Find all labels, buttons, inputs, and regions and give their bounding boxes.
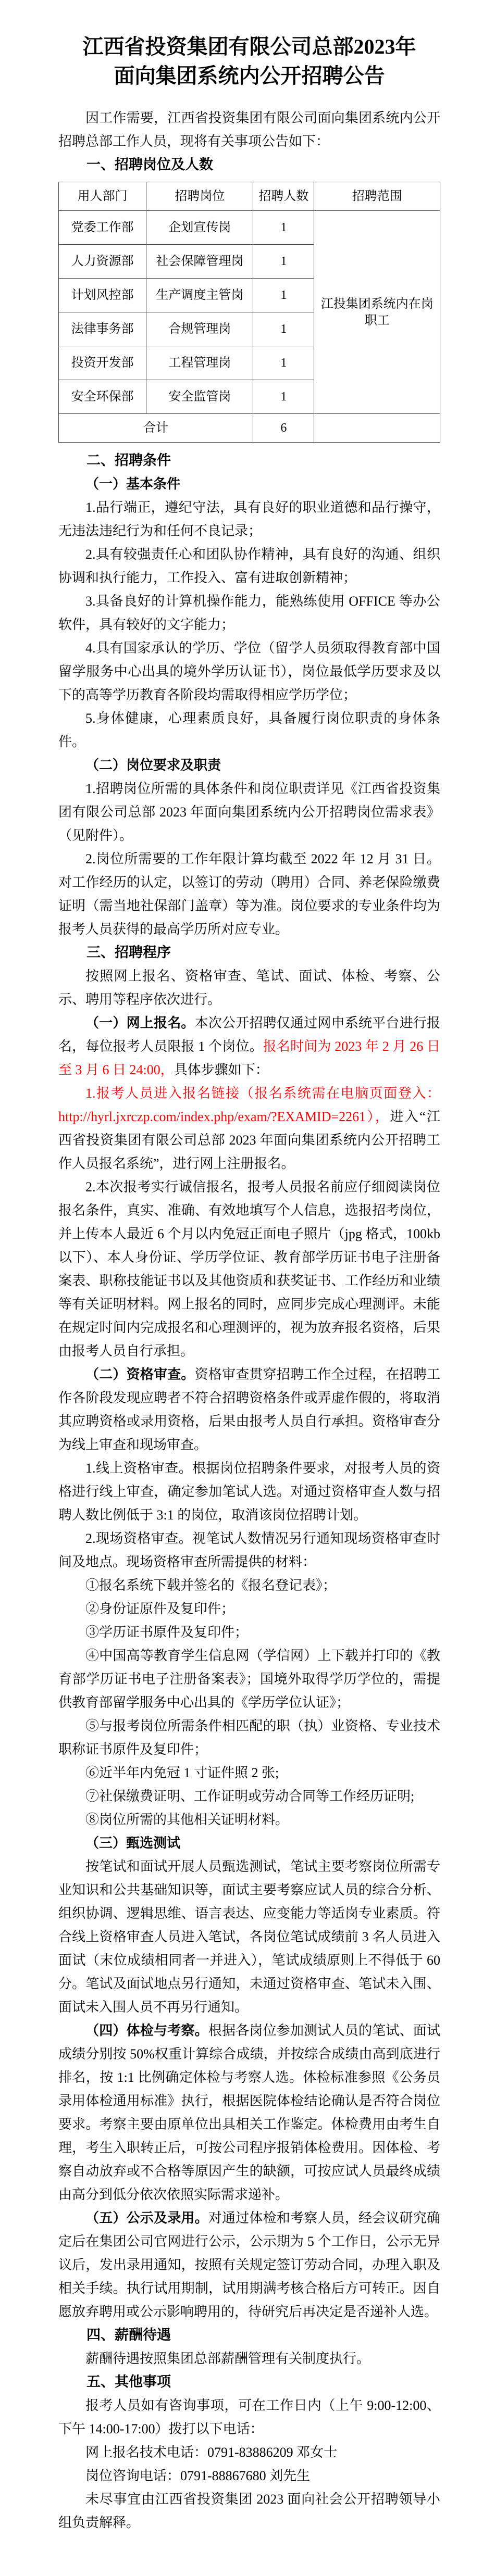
- position-cell: 社会保障管理岗: [146, 245, 253, 279]
- count-cell: 1: [253, 279, 314, 312]
- post-phone-line: 岗位咨询电话：0791-88867680 刘先生: [85, 2468, 311, 2483]
- material-item: ④中国高等教育学生信息网（学信网）上下载并打印的《教育部学历证书电子注册备案表》；国境外取得学历学位的，需提供教育部留学服务中心出具的《学历学位认证》；: [58, 1648, 440, 1710]
- total-value-cell: 6: [253, 414, 314, 443]
- department-cell: 党委工作部: [59, 211, 146, 245]
- section4-heading: 四、薪酬待遇: [86, 2327, 171, 2343]
- scope-cell: 江投集团系统内在岗职工: [314, 211, 440, 414]
- material-item: ③学历证书原件及复印件；: [85, 1625, 249, 1640]
- consultation-paragraph: 报考人员如有咨询事项，可在工作日内（上午 9:00-12:00、下午 14:00-17:00）拨打以下电话：: [58, 2398, 440, 2436]
- department-cell: 人力资源部: [59, 245, 146, 279]
- selection-test-heading: （三）甄选测试: [85, 1836, 181, 1851]
- section5-heading: 五、其他事项: [86, 2374, 171, 2390]
- page-title: 江西省投资集团有限公司总部2023年面向集团系统内公开招聘公告: [82, 35, 416, 87]
- tech-phone-line: 网上报名技术电话：0791-83886209 邓女士: [85, 2445, 338, 2460]
- registration-step1-paragraph: [58, 1082, 440, 1175]
- basic-condition-item: 3.具备良好的计算机操作能力，能熟练使用 OFFICE 等办公软件，具有较好的文字能力；: [58, 594, 440, 632]
- text-run: 具体步骤如下：: [174, 1062, 269, 1077]
- text-run: 对通过体检和考察人员，经会议研究确定后在集团公司官网进行公示，公示期为 5 个工作日，公示无异议后，发出录用通知，按照有关规定签订劳动合同，办理入职及相关手续。执行试用期制，试用期满考核合格后方可转正。因自愿放弃聘用或公示影响聘用的，待研究后再决定是否递补人选。: [58, 2210, 440, 2319]
- department-cell: 计划风控部: [59, 279, 146, 312]
- salary-paragraph: 薪酬待遇按照集团总部薪酬管理有关制度执行。: [85, 2351, 370, 2366]
- text-run: 本次公开招聘仅通过网申系统平台进行报名，每位报考人员限报 1 个岗位。: [58, 1015, 440, 1054]
- table-header-row: [59, 182, 440, 211]
- basic-condition-item: 5.身体健康，心理素质良好，具备履行岗位职责的身体条件。: [58, 711, 440, 749]
- text-run: （五）公示及录用。: [85, 2210, 208, 2226]
- physical-exam-paragraph: [58, 2019, 440, 2206]
- table-total-row: [59, 414, 440, 443]
- online-review-item: 1.线上资格审查。根据岗位招聘条件要求，对报考人员的资格进行线上审查，确定参加笔试人选。对通过资格审查人数与招聘人数比例低于 3:1 的岗位，取消该岗位招聘计划。: [58, 1461, 440, 1523]
- section1-heading: 一、招聘岗位及人数: [86, 157, 213, 172]
- position-cell: 工程管理岗: [146, 346, 253, 380]
- department-cell: 法律事务部: [59, 312, 146, 346]
- post-requirement-item: 1.招聘岗位所需的具体条件和岗位职责详见《江西省投资集团有限公司总部 2023 年面向集团系统内公开招聘岗位需求表》（见附件）。: [58, 781, 440, 843]
- online-registration-paragraph: [58, 1011, 440, 1082]
- position-cell: 合规管理岗: [146, 312, 253, 346]
- text-run: 进入“江西省投资集团有限公司总部 2023 年面向集团系统内公开招聘工作人员报名系统”，进行网上注册报名。: [58, 1109, 441, 1171]
- text-run: （一）网上报名。: [85, 1015, 195, 1031]
- position-cell: 生产调度主管岗: [146, 279, 253, 312]
- closing-paragraph: 未尽事宜由江西省投资集团 2023 面向社会公开招聘领导小组负责解释。: [58, 2492, 440, 2530]
- section2-sub2-heading: （二）岗位要求及职责: [85, 758, 221, 773]
- col-header-position: 招聘岗位: [146, 182, 253, 211]
- positions-table: [58, 182, 440, 443]
- text-run: （四）体检与考察。: [85, 2023, 208, 2038]
- count-cell: 1: [253, 245, 314, 279]
- text-run: （二）资格审查。: [85, 1367, 195, 1382]
- post-requirement-item: 2.岗位所需要的工作年限计算均截至 2022 年 12 月 31 日。对工作经历的认定，以签订的劳动（聘用）合同、养老保险缴费证明（需当地社保部门盖章）等为准。岗位要求的专业条件均为报考人员获得的最高学历所对应专业。: [58, 851, 440, 937]
- text-run: 根据各岗位参加测试人员的笔试、面试成绩分别按 50%权重计算综合成绩，并按综合成绩由高到底进行排名，按 1:1 比例确定体检与考察人选。体检标准参照《公务员录用体检通用标准》执行，根据医院体检结论确认是否符合岗位要求。考察主要由原单位出具相关工作鉴定。体检费用由考生自理，考生入职转正后，可按公司程序报销体检费用。因体检、考察自动放弃或不合格等原因产生的缺额，可按应试人员最终成绩由高分到低分依次依照实际需求递补。: [58, 2023, 440, 2202]
- department-cell: 安全环保部: [59, 380, 146, 414]
- section2-heading: 二、招聘条件: [86, 453, 171, 468]
- onsite-review-item: 2.现场资格审查。视笔试人数情况另行通知现场资格审查时间及地点。现场资格审查所需提供的材料：: [58, 1531, 440, 1569]
- section2-sub1-heading: （一）基本条件: [85, 476, 181, 492]
- count-cell: 1: [253, 380, 314, 414]
- count-cell: 1: [253, 312, 314, 346]
- col-header-department: 用人部门: [59, 182, 146, 211]
- basic-condition-item: 1.品行端正，遵纪守法，具有良好的职业道德和品行操守，无违法违纪行为和任何不良记录；: [58, 500, 440, 538]
- text-run: 资格审查贯穿招聘工作全过程，在招聘工作各阶段发现应聘者不符合招聘资格条件或弄虚作假的，将取消其应聘资格或录用资格，后果由报考人员自行承担。资格审查分为线上审查和现场审查。: [58, 1367, 440, 1452]
- table-row: [59, 211, 440, 245]
- basic-condition-item: 2.具有较强责任心和团队协作精神，具有良好的沟通、组织协调和执行能力，工作投入、富有进取创新精神；: [58, 547, 440, 585]
- text-run: 报名时间为 2023 年 2 月 26 日至 3 月 6 日 24:00，: [58, 1039, 440, 1077]
- material-item: ⑤与报考岗位所需条件相匹配的职（执）业资格、专业技术职称证书原件及复印件；: [58, 1718, 440, 1757]
- material-item: ⑥近半年内免冠 1 寸证件照 2 张;: [85, 1765, 279, 1780]
- department-cell: 投资开发部: [59, 346, 146, 380]
- count-cell: 1: [253, 211, 314, 245]
- material-item: ⑦社保缴费证明、工作证明或劳动合同等工作经历证明;: [85, 1789, 415, 1804]
- publicity-hiring-paragraph: [58, 2206, 440, 2323]
- registration-link[interactable]: 1.报考人员进入报名链接（报名系统需在电脑页面登入：http://hyrl.jxrczp.com/index.php/exam/?EXAMID=2261），: [58, 1086, 440, 1124]
- material-item: ⑧岗位所需的其他相关证明材料。: [85, 1812, 289, 1827]
- selection-test-paragraph: 按笔试和面试开展人员甄选测试，笔试主要考察岗位所需专业知识和公共基础知识等，面试主要考察应试人员的综合分析、组织协调、逻辑思维、语言表达、应变能力等适岗专业素质。符合线上资格审查人员进入笔试，各岗位笔试成绩前 3 名人员进入面试（末位成绩相同者一并进入），笔试成绩原则上不得低于 60 分。笔试及面试地点另行通知，未通过资格审查、笔试未入围、面试未入围人员不再另行通知。: [58, 1859, 440, 2015]
- count-cell: 1: [253, 346, 314, 380]
- section3-heading: 三、招聘程序: [86, 945, 171, 960]
- total-label-cell: 合计: [59, 414, 253, 443]
- registration-step2-paragraph: 2.本次报考实行诚信报名，报考人员报名前应仔细阅读岗位报名条件，真实、准确、有效地填写个人信息，选报招考岗位，并上传本人最近 6 个月以内免冠正面电子照片（jpg 格式，100kb 以下）、本人身份证、学历学位证、教育部学历证书电子注册备案表、职称技能证书以及其他资质和获奖证书、工作经历和业绩等有关证明材料。网上报名的同时，应同步完成心理测评。未能在规定时间内完成报名和心理测评的，视为放弃报名资格，后果由报考人员自行承担。: [58, 1179, 440, 1359]
- position-cell: 企划宣传岗: [146, 211, 253, 245]
- qualification-review-paragraph: [58, 1363, 440, 1456]
- material-item: ①报名系统下载并签名的《报名登记表》；: [85, 1578, 337, 1593]
- position-cell: 安全监管岗: [146, 380, 253, 414]
- total-empty-cell: [314, 414, 440, 443]
- material-item: ②身份证原件及复印件；: [85, 1601, 235, 1616]
- intro-paragraph: 因工作需要，江西省投资集团有限公司面向集团系统内公开招聘总部工作人员，现将有关事项公告如下：: [58, 110, 440, 149]
- col-header-count: 招聘人数: [253, 182, 314, 211]
- procedure-intro: 按照网上报名、资格审查、笔试、面试、体检、考察、公示、聘用等程序依次进行。: [58, 969, 440, 1007]
- col-header-scope: 招聘范围: [314, 182, 440, 211]
- basic-condition-item: 4.具有国家承认的学历、学位（留学人员须取得教育部中国留学服务中心出具的境外学历认证书），岗位最低学历要求及以下的高等学历教育各阶段均需取得相应学历学位；: [58, 640, 440, 702]
